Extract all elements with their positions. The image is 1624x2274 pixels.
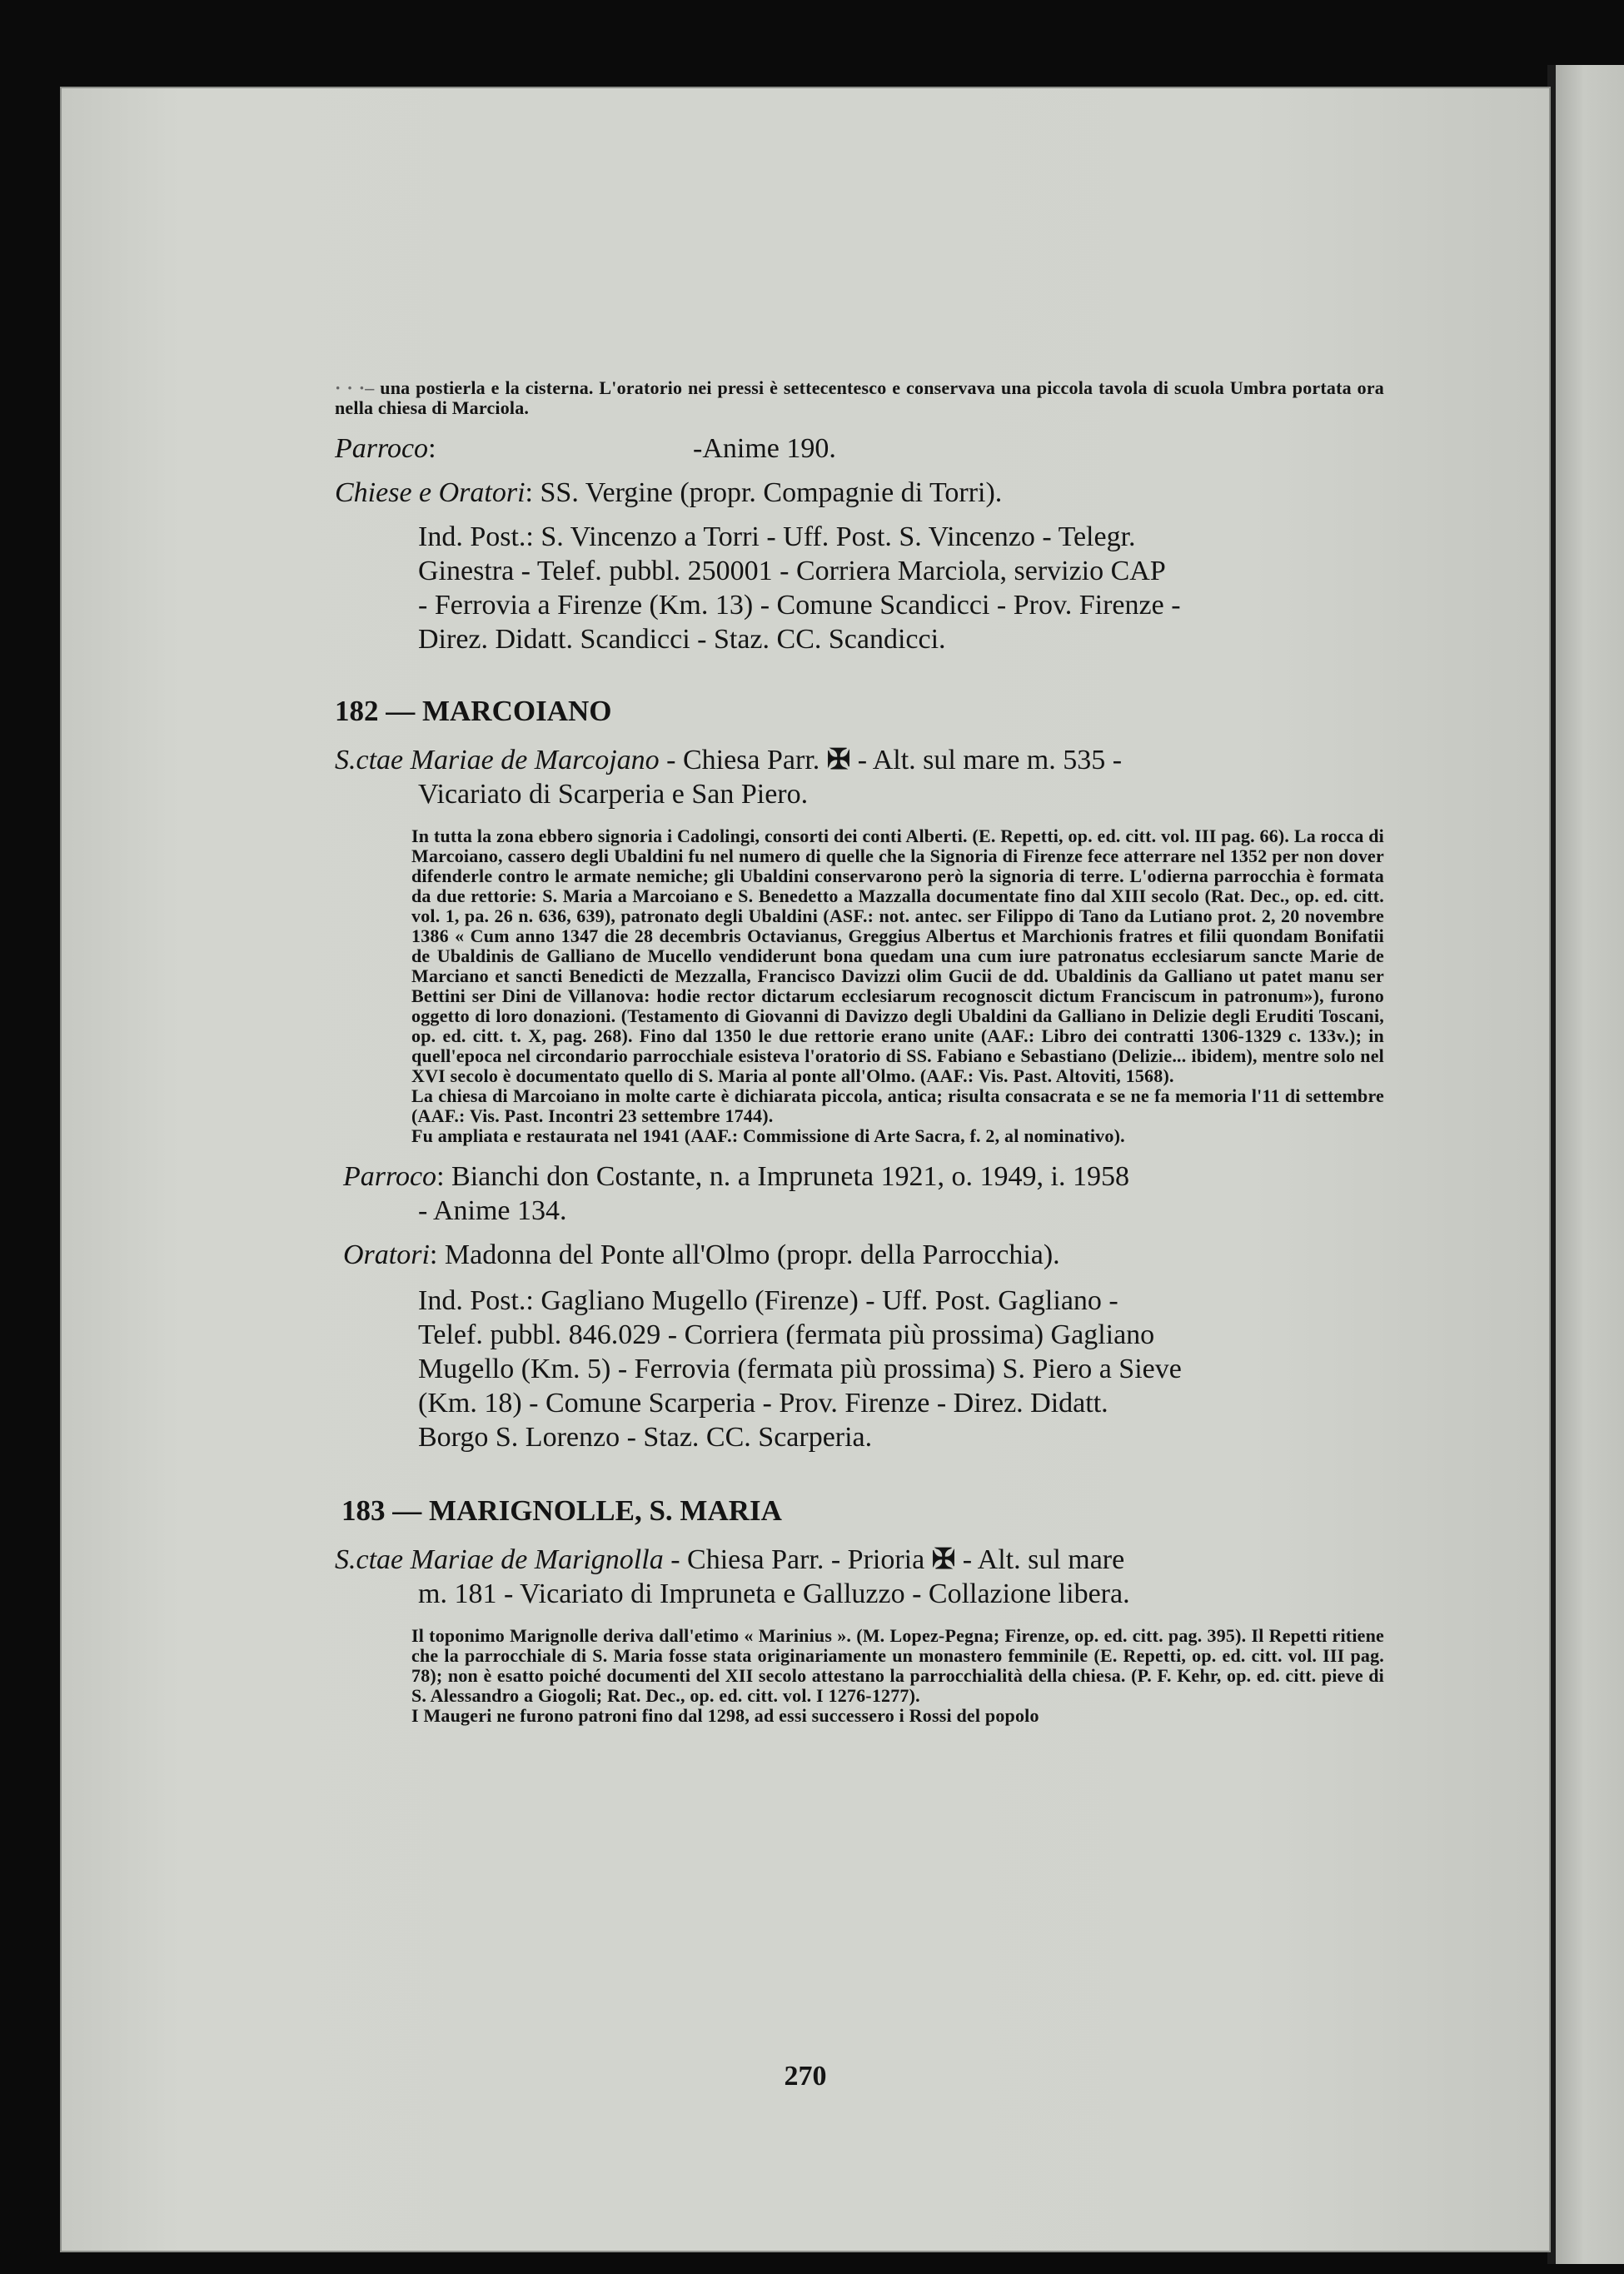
parroco-label: Parroco bbox=[343, 1161, 437, 1192]
parroco-line-182: Parroco: Bianchi don Costante, n. a Impruneta 1921, o. 1949, i. 1958 bbox=[343, 1161, 1130, 1192]
oratori-value: Madonna del Ponte all'Olmo (propr. della Parrocchia). bbox=[444, 1239, 1060, 1270]
ind-post-181 bbox=[418, 520, 1384, 656]
note-paragraph: Fu ampliata e restaurata nel 1941 (AAF.: Commissione di Arte Sacra, f. 2, al nominativo). bbox=[411, 1125, 1125, 1146]
latin-name: S.ctae Mariae de Marcojano bbox=[335, 745, 660, 775]
title-end: - Alt. sul mare m. 535 - bbox=[850, 745, 1123, 775]
note-paragraph: Il toponimo Marignolle deriva dall'etimo « Marinius ». (M. Lopez-Pegna; Firenze, op. ed. citt. pag. 395). Il Repetti ritiene che la parrocchiale di S. Maria fosse stata originariamente un monastero femminile (E. Repetti, op. ed. citt. vol. III pag. 78); non è esatto poiché documenti del XII secolo attestano la parrocchialità della chiesa. (P. F. Kehr, op. ed. citt. pieve di S. Alessandro a Giogoli; Rat. Dec., op. ed. citt. vol. I 1276-1277). bbox=[411, 1625, 1384, 1706]
entry-182-heading: 182 — MARCOIANO bbox=[335, 695, 612, 727]
ind-post-182 bbox=[418, 1284, 1384, 1454]
page-content bbox=[335, 378, 1384, 1726]
adjacent-page-edge bbox=[1554, 65, 1624, 2264]
oratori-line: Oratori: Madonna del Ponte all'Olmo (propr. della Parrocchia). bbox=[343, 1239, 1060, 1270]
parroco-line-181: Parroco: -Anime 190. bbox=[335, 433, 836, 464]
intro-prefix: · · ·– bbox=[335, 377, 375, 398]
note-paragraph: In tutta la zona ebbero signoria i Cadolingi, consorti dei conti Alberti. (E. Repetti, op. ed. citt. vol. III pag. 66). La rocca di Marcoiano, cassero degli Ubaldini fu nel numero di quelle che la Signoria di Firenze fece atterrare nel 1352 per non dover difenderle contro le armate nemiche; gli Ubaldini conservarono però la signoria di terre. L'odierna parrocchia è formata da due rettorie: S. Maria a Marcoiano e S. Benedetto a Mazzalla documentate fino dal XIII secolo (Rat. Dec., op. ed. citt. vol. 1, pa. 26 n. 636, 639), patronato degli Ubaldini (ASF.: not. antec. ser Filippo di Tano da Lutiano prot. 2, 20 novembre 1386 « Cum anno 1347 die 28 decembris Octavianus, Greggius Albertus et Marchionis fratres et filii quondam Bonifatii de Ubaldinis de Galliano de Mucello vendiderunt bona quedam una cum iure patronatus ecclesiarum sancte Marie de Marciano et sancti Benedicti de Mezzalla, Francisco Davizzi olim Gucii de dd. Ubaldinis da Galliano ut patet manu ser Bettini ser Dini de Villanova: hodie rector dictarum ecclesiarum recognoscit dictum Franciscum in patronum»), furono oggetto di loro donazioni. (Testamento di Giovanni di Davizzo degli Ubaldini da Galliano in Delizie degli Eruditi Toscani, op. ed. citt. t. X, pag. 268). Fino dal 1350 le due rettorie erano unite (AAF.: Libro dei contratti 1306-1329 c. 133v.); in quell'epoca nel circondario parrocchiale esisteva l'oratorio di SS. Fabiano e Sebastiano (Delizie... ibidem), mentre solo nel XVI secolo è documentato quello di S. Maria al ponte all'Olmo. (AAF.: Vis. Past. Altoviti, 1568). bbox=[411, 825, 1384, 1086]
intro-paragraph bbox=[335, 378, 1384, 418]
ind-line: Ginestra - Telef. pubbl. 250001 - Corriera Marciola, servizio CAP bbox=[418, 556, 1166, 586]
ind-line: Ind. Post.: Gagliano Mugello (Firenze) - Uff. Post. Gagliano - bbox=[418, 1285, 1118, 1316]
cross-icon: ✠ bbox=[931, 1544, 956, 1575]
ind-line: Direz. Didatt. Scandicci - Staz. CC. Scandicci. bbox=[418, 624, 946, 655]
entry-182-parroco bbox=[335, 1159, 1384, 1454]
parroco-value: -Anime 190. bbox=[693, 433, 836, 464]
ind-line: Ind. Post.: S. Vincenzo a Torri - Uff. Post. S. Vincenzo - Telegr. bbox=[418, 521, 1136, 552]
entry-181-tail bbox=[335, 431, 1384, 656]
vicariato-line: m. 181 - Vicariato di Impruneta e Galluzzo - Collazione libera. bbox=[418, 1578, 1130, 1609]
intro-text: una postierla e la cisterna. L'oratorio nei pressi è settecentesco e conservava una piccola tavola di scuola Umbra portata ora nella chiesa di Marciola. bbox=[335, 377, 1384, 418]
ind-line: Mugello (Km. 5) - Ferrovia (fermata più prossima) S. Piero a Sieve bbox=[418, 1354, 1182, 1384]
entry-183-header bbox=[335, 1543, 1384, 1611]
entry-183 bbox=[335, 1494, 1384, 1726]
vicariato-line: Vicariato di Scarperia e San Piero. bbox=[418, 779, 809, 810]
latin-name: S.ctae Mariae de Marignolla bbox=[335, 1544, 664, 1575]
entry-182-header bbox=[335, 743, 1384, 811]
entry-183-heading: 183 — MARIGNOLLE, S. MARIA bbox=[341, 1494, 782, 1527]
entry-182-title-line bbox=[335, 743, 1384, 777]
oratori-label: Oratori bbox=[343, 1239, 430, 1270]
ind-line: (Km. 18) - Comune Scarperia - Prov. Firenze - Direz. Didatt. bbox=[418, 1388, 1108, 1419]
entry-183-notes bbox=[335, 1626, 1384, 1726]
note-paragraph: La chiesa di Marcoiano in molte carte è dichiarata piccola, antica; risulta consacrata e se ne fa memoria l'11 di settembre (AAF.: Vis. Past. Incontri 23 settembre 1744). bbox=[411, 1085, 1384, 1126]
anime-line: - Anime 134. bbox=[418, 1195, 567, 1226]
entry-182-notes bbox=[335, 826, 1384, 1146]
title-rest: - Chiesa Parr. bbox=[659, 745, 827, 775]
note-paragraph: I Maugeri ne furono patroni fino dal 1298, ad essi successero i Rossi del popolo bbox=[411, 1705, 1039, 1726]
parroco-value: Bianchi don Costante, n. a Impruneta 1921, o. 1949, i. 1958 bbox=[451, 1161, 1130, 1192]
book-page bbox=[60, 87, 1551, 2252]
ind-line: Borgo S. Lorenzo - Staz. CC. Scarperia. bbox=[418, 1422, 873, 1453]
chiese-line: Chiese e Oratori: SS. Vergine (propr. Compagnie di Torri). bbox=[335, 477, 1003, 508]
title-rest: - Chiesa Parr. - Prioria bbox=[663, 1544, 932, 1575]
entry-182 bbox=[335, 695, 1384, 1454]
chiese-label: Chiese e Oratori bbox=[335, 477, 526, 508]
entry-183-title-line bbox=[335, 1543, 1384, 1577]
title-end: - Alt. sul mare bbox=[955, 1544, 1125, 1575]
cross-icon: ✠ bbox=[826, 745, 851, 775]
page-number: 270 bbox=[784, 2061, 827, 2092]
ind-line: - Ferrovia a Firenze (Km. 13) - Comune Scandicci - Prov. Firenze - bbox=[418, 590, 1181, 621]
chiese-value: SS. Vergine (propr. Compagnie di Torri). bbox=[540, 477, 1003, 508]
parroco-label: Parroco bbox=[335, 433, 429, 464]
ind-line: Telef. pubbl. 846.029 - Corriera (fermata più prossima) Gagliano bbox=[418, 1319, 1155, 1350]
